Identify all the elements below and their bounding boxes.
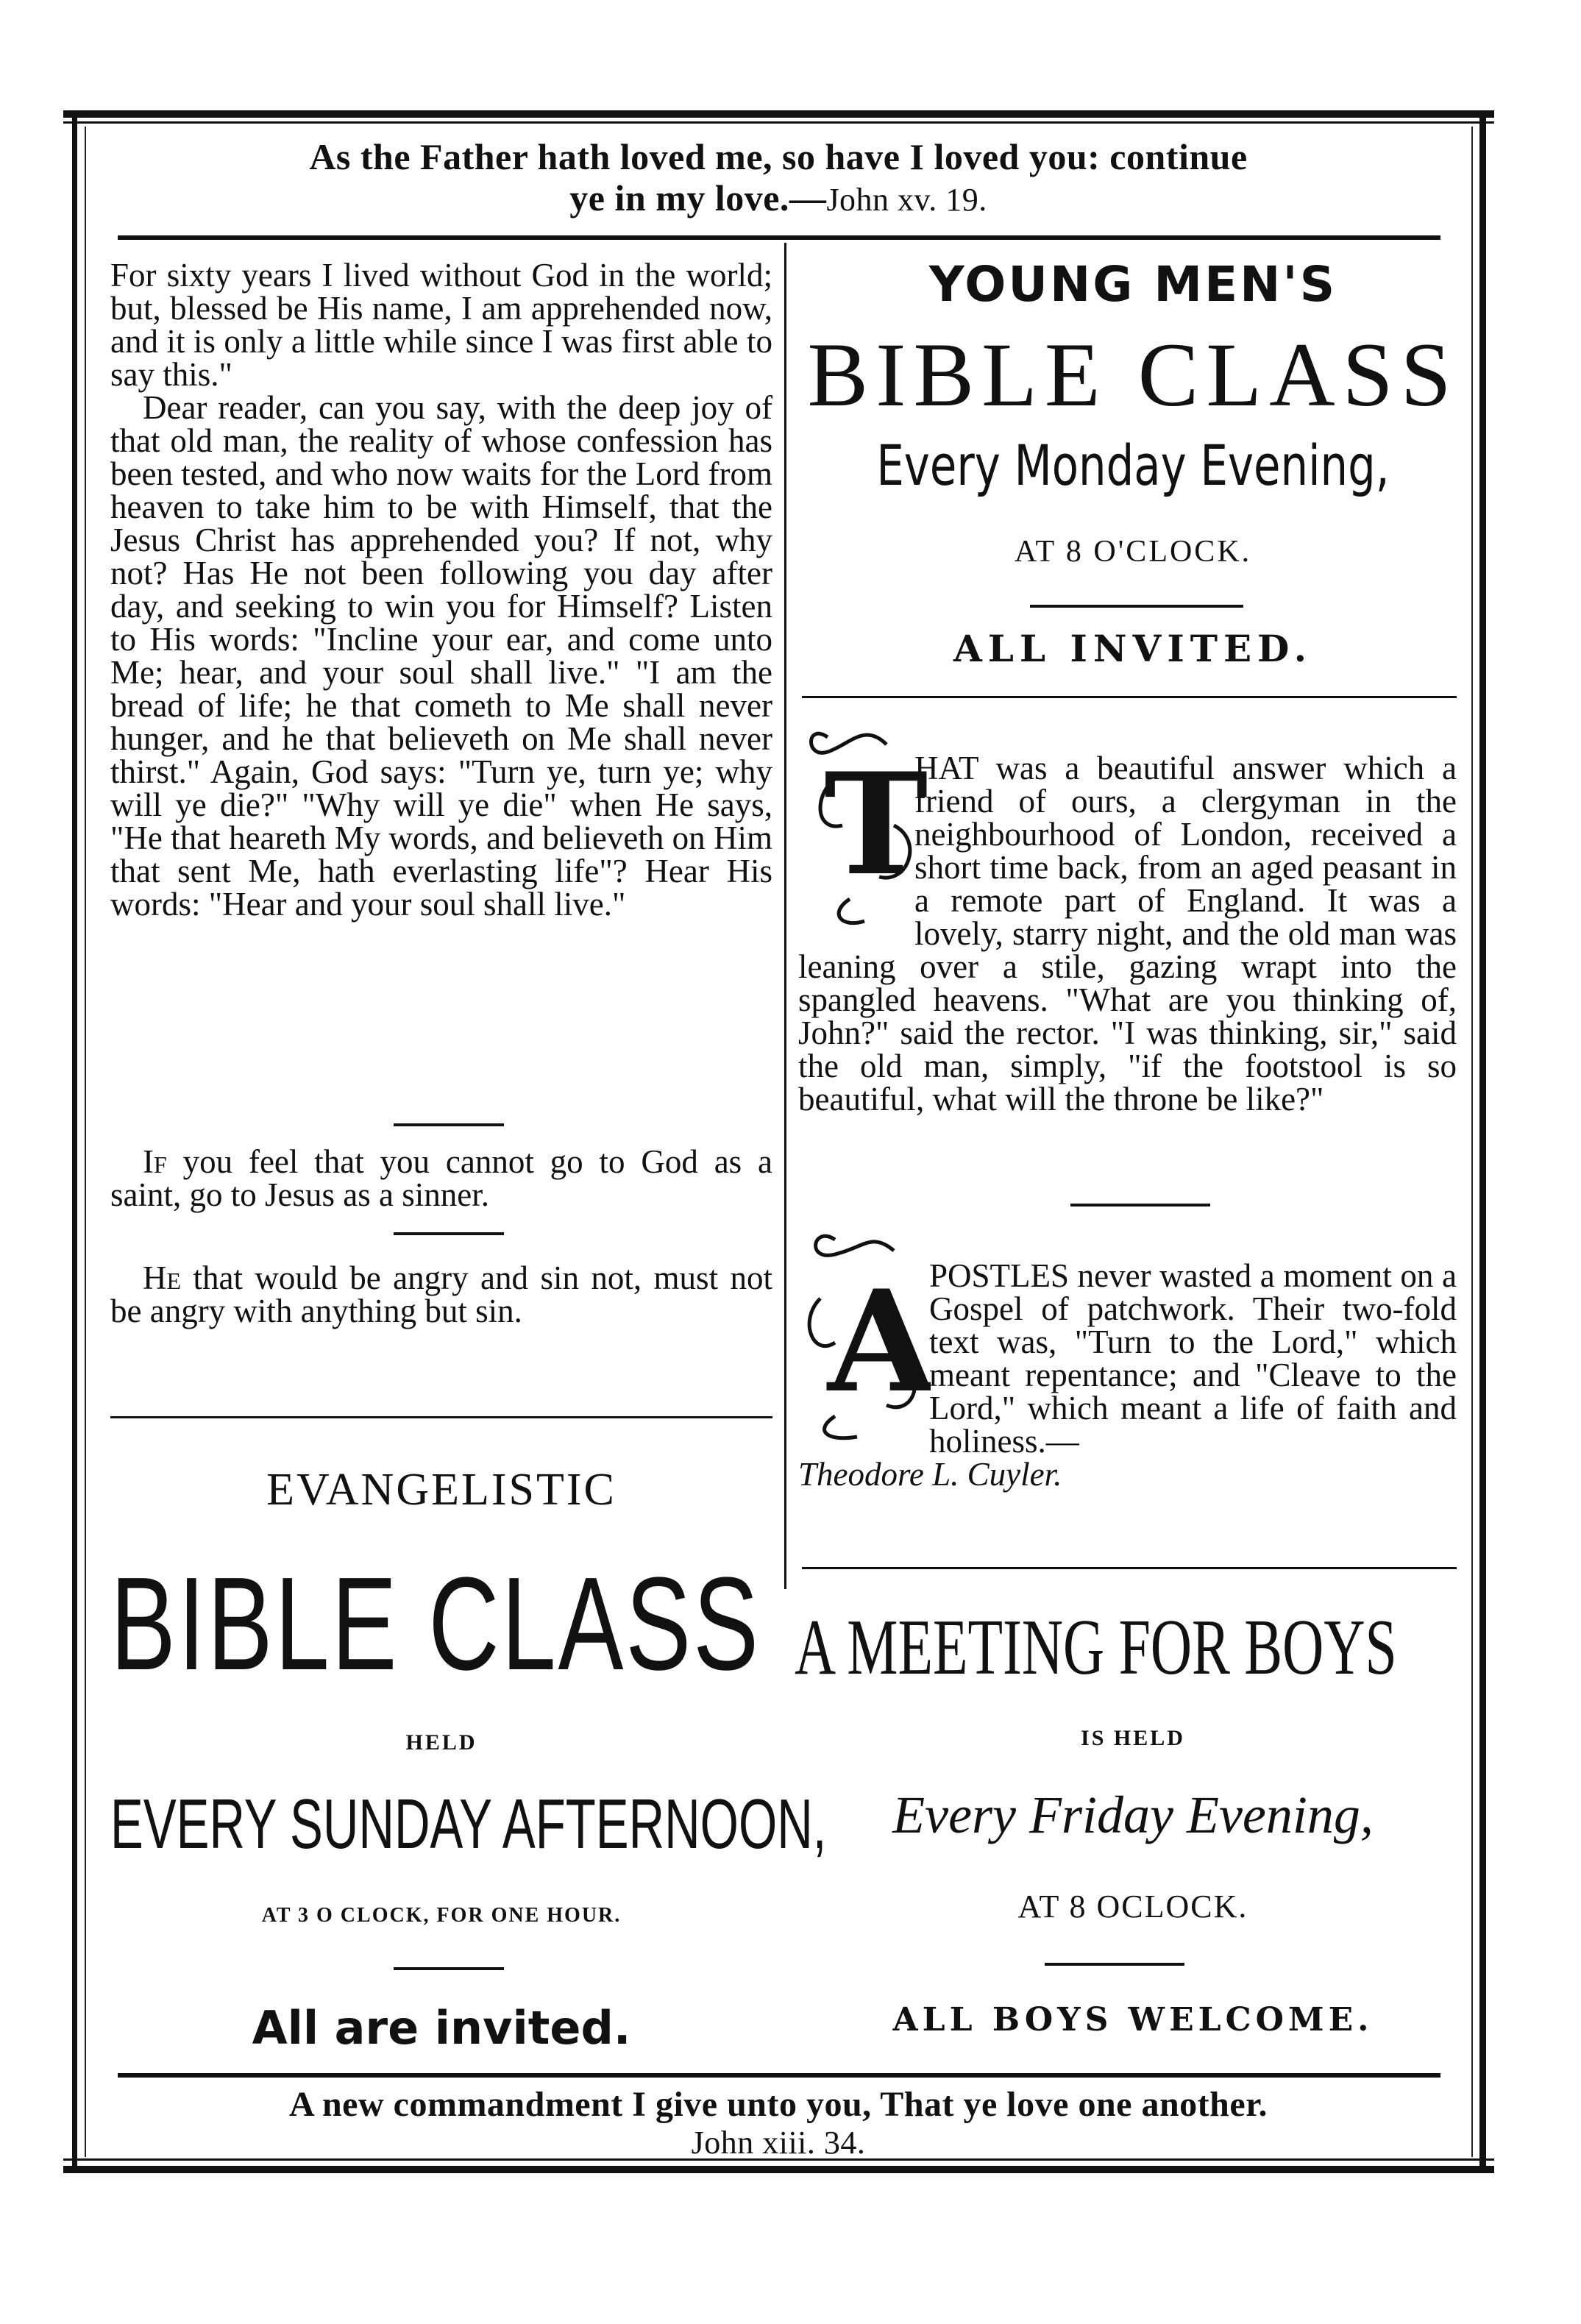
short-rule-6 bbox=[1045, 1963, 1184, 1966]
young-mens-bible-class: BIBLE CLASS bbox=[807, 324, 1459, 425]
header-verse-line1: As the Father hath loved me, so have I loved you: continue bbox=[309, 136, 1248, 177]
footer-verse-ref: John xiii. 34. bbox=[691, 2125, 866, 2161]
column-divider bbox=[784, 243, 786, 1589]
header-verse-ref: John xv. 19. bbox=[826, 182, 987, 218]
saying1-lead: If bbox=[143, 1143, 167, 1180]
footer-verse bbox=[87, 2086, 1470, 2162]
drop-cap-spacer-1 bbox=[798, 752, 914, 943]
evangelistic-day: EVERY SUNDAY AFTERNOON, bbox=[110, 1785, 827, 1863]
young-mens-day-wrap bbox=[795, 433, 1471, 506]
short-rule-3 bbox=[394, 1967, 504, 1970]
boys-is-held: IS HELD bbox=[1081, 1726, 1185, 1750]
apostles-author: Theodore L. Cuyler. bbox=[798, 1456, 1062, 1493]
saying-saint-sinner bbox=[110, 1145, 772, 1212]
young-mens-all-invited: ALL INVITED. bbox=[953, 627, 1313, 670]
header-verse-line2 bbox=[87, 177, 1470, 221]
right-section-rule-1 bbox=[802, 696, 1457, 698]
young-mens-day: Every Monday Evening, bbox=[876, 433, 1390, 498]
boys-welcome: ALL BOYS WELCOME. bbox=[892, 2001, 1374, 2039]
boys-time: AT 8 OCLOCK. bbox=[1017, 1888, 1248, 1925]
short-rule-5 bbox=[1070, 1204, 1210, 1207]
saying2-lead: He bbox=[143, 1259, 182, 1296]
header-divider bbox=[118, 235, 1440, 240]
dear-reader-paragraph: Dear reader, can you say, with the deep joy of that old man, the reality of whose confession has been tested, and who now waits for the Lord from heaven to take him to be with Himself, that the Jesus Christ has apprehended you? If not, why not? Has He not been following you day after day, and seeking to win you for Himself? Listen to His words: "Incline your ear, and come unto Me; hear, and your soul shall live." "I am the bread of life; he that cometh to Me shall never hunger, and he that believeth on Me shall never thirst." Again, God says: "Turn ye, turn ye; why will ye die?" "Why will ye die" when He says, "He that heareth My words, and believeth on Him that sent Me, hath everlasting life"? Hear His words: "Hear and your soul shall live." bbox=[110, 389, 772, 923]
header-verse bbox=[87, 136, 1470, 221]
evangelistic-heading: EVANGELISTIC bbox=[266, 1465, 617, 1515]
left-column bbox=[110, 259, 772, 921]
frame-top-thin-rule bbox=[63, 121, 1494, 124]
header-verse-line2-text: ye in my love.— bbox=[569, 177, 827, 218]
beautiful-answer-drop-cap: T bbox=[824, 742, 928, 906]
footer-verse-line1: A new commandment I give unto you, That ye love one another. bbox=[288, 2085, 1268, 2124]
frame-bottom-rule bbox=[63, 2166, 1494, 2173]
saying-angry bbox=[110, 1259, 772, 1329]
right-section-rule-2 bbox=[802, 1567, 1457, 1569]
footer-divider bbox=[118, 2073, 1440, 2078]
evangelistic-held: HELD bbox=[405, 1730, 477, 1755]
beautiful-answer bbox=[798, 752, 1457, 1116]
frame-right-rule bbox=[1479, 112, 1486, 2172]
boys-heading: A MEETING FOR BOYS bbox=[795, 1604, 1397, 1691]
short-rule-4 bbox=[1030, 605, 1243, 608]
young-mens-heading: YOUNG MEN'S bbox=[928, 256, 1337, 313]
boys-heading-wrap bbox=[795, 1604, 1479, 1691]
saying2-text: that would be angry and sin not, must not be angry with anything but sin. bbox=[110, 1259, 772, 1329]
frame-inner-left-rule bbox=[85, 127, 86, 2157]
old-man-quote-paragraph: For sixty years I lived without God in the world; but, blessed be His name, I am apprehended now, and it is only a little while since I was first able to say this." bbox=[110, 257, 772, 393]
evangelistic-all-invited: All are invited. bbox=[252, 2001, 631, 2055]
left-section-rule bbox=[110, 1416, 772, 1418]
frame-inner-right-rule bbox=[1471, 127, 1473, 2157]
evangelistic-bible-class-wrap bbox=[110, 1550, 772, 1698]
short-rule-1 bbox=[394, 1123, 504, 1126]
evangelistic-day-wrap bbox=[110, 1785, 827, 1863]
short-rule-2 bbox=[394, 1232, 504, 1235]
apostles-paragraph bbox=[798, 1259, 1457, 1491]
evangelistic-time: AT 3 O CLOCK, FOR ONE HOUR. bbox=[261, 1904, 622, 1927]
drop-cap-spacer-2 bbox=[798, 1259, 929, 1458]
frame-top-rule bbox=[63, 110, 1494, 118]
apostles-text: POSTLES never wasted a moment on a Gospel of patchwork. Their two-fold text was, "Turn to the Lord," which meant repentance; and "Cleave to the Lord," which meant a life of faith and holiness.— bbox=[929, 1257, 1457, 1460]
boys-day: Every Friday Evening, bbox=[892, 1785, 1374, 1844]
evangelistic-bible-class: BIBLE CLASS bbox=[110, 1550, 761, 1698]
young-mens-time: AT 8 O'CLOCK. bbox=[1014, 535, 1252, 569]
beautiful-answer-text: HAT was a beautiful answer which a friend of ours, a clergyman in the neighbourhood of London, received a short time back, from an aged peasant in a remote part of England. It was a lovely, starry night, and the old man was leaning over a stile, gazing wrapt into the spangled heavens. "What are you thinking of, John?" said the rector. "I was thinking, sir," said the old man, simply, "if the footstool is so beautiful, what will the throne be like?" bbox=[798, 750, 1457, 1117]
frame-left-rule bbox=[72, 112, 77, 2172]
apostles-drop-cap: A bbox=[828, 1259, 931, 1424]
saying1-text: you feel that you cannot go to God as a saint, go to Jesus as a sinner. bbox=[110, 1143, 772, 1213]
